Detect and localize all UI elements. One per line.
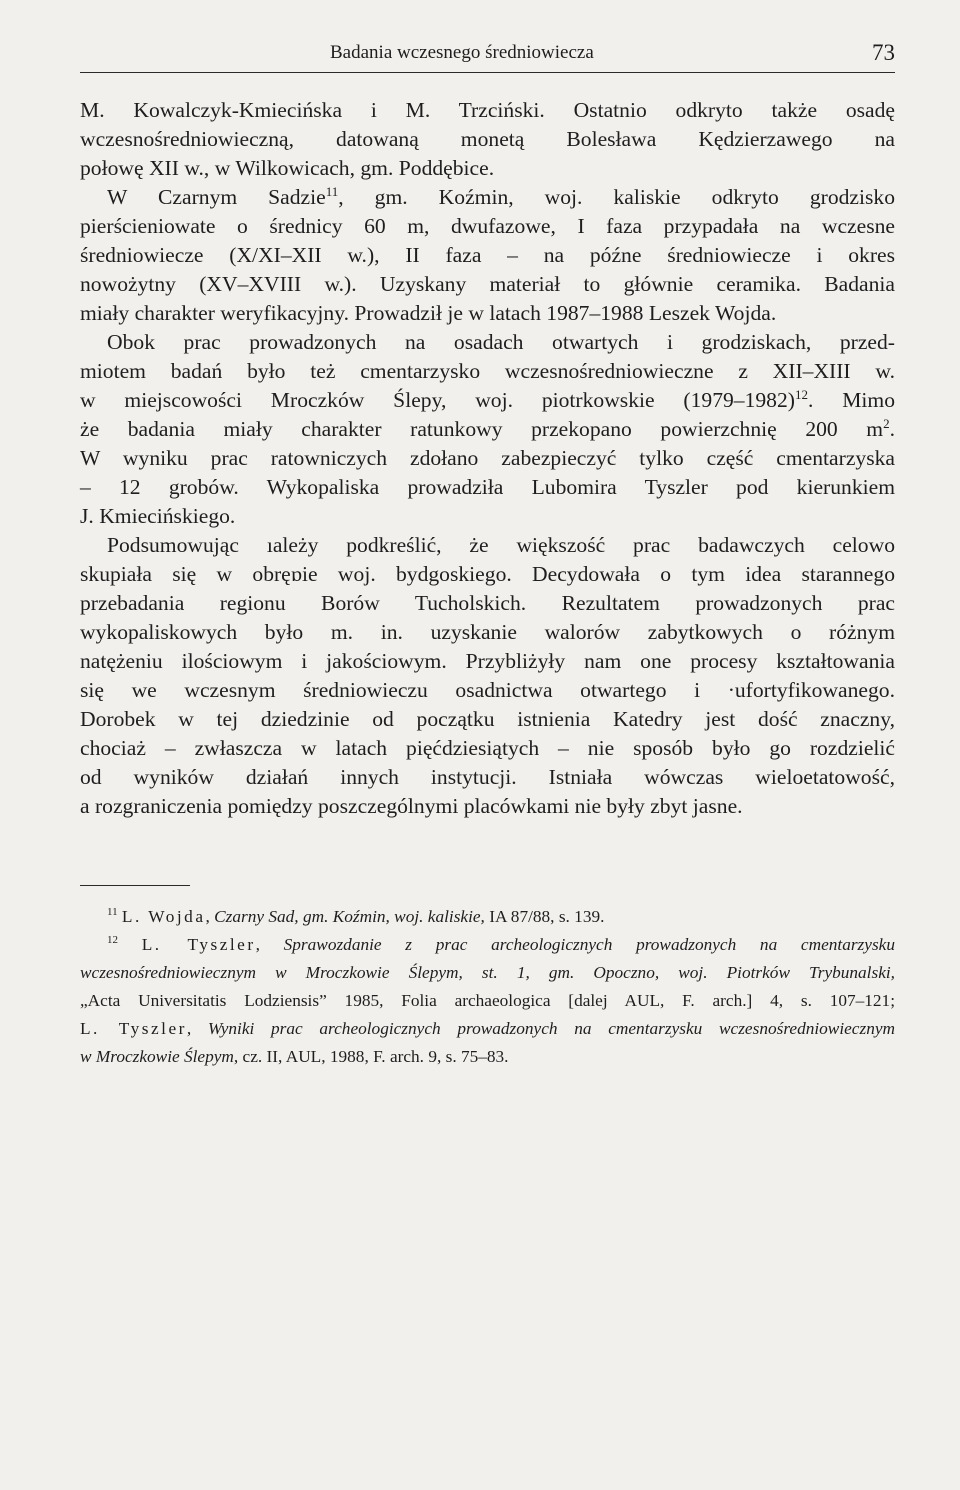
text-line: Dorobek w tej dziedzinie od początku istnienia Katedry jest dość znaczny,: [80, 707, 895, 731]
footnote-author: L. Wojda: [121, 907, 206, 926]
text-line: Obok prac prowadzonych na osadach otwartych i grodziskach, przed-: [107, 330, 895, 354]
text-segment: . Mimo: [807, 388, 895, 412]
footnote-ref-12: 12: [794, 386, 808, 402]
text-line: a rozgraniczenia pomiędzy poszczególnymi placówkami nie były zbyt jasne.: [80, 794, 743, 818]
footnote-author: L. Tyszler: [80, 1019, 187, 1038]
superscript: 2: [883, 415, 890, 431]
footnote-number: 11: [107, 906, 118, 919]
footnote-title: Czarny Sad, gm. Koźmin, woj. kaliskie,: [214, 907, 485, 926]
text-segment: ,: [205, 907, 215, 926]
text-line: miały charakter weryfikacyjny. Prowadził je w latach 1987–1988 Leszek Wojda.: [80, 301, 777, 325]
running-head: [80, 40, 895, 73]
footnote-line: „Acta Universitatis Lodziensis” 1985, Folia archaeologica [dalej AUL, F. arch.] 4, s. 107–121;: [80, 991, 895, 1010]
footnote-author: L. Tyszler: [141, 935, 256, 954]
text-line: połowę XII w., w Wilkowicach, gm. Poddębice.: [80, 156, 495, 180]
footnote-title: Wyniki prac archeologicznych prowadzonych na cmentarzysku wczesnośredniowiecznym: [207, 1019, 895, 1038]
footnote-ref-11: 11: [325, 183, 339, 199]
text-line: J. Kmiecińskiego.: [80, 504, 236, 528]
text-segment: .: [889, 417, 895, 441]
text-line: średniowiecze (X/XI–XII w.), II faza – na późne średniowiecze i okres: [80, 243, 895, 267]
text-segment: , gm. Koźmin, woj. kaliskie odkryto grodzisko: [338, 185, 895, 209]
text-segment: w miejscowości Mroczków Ślepy, woj. piotrkowskie (1979–1982): [80, 388, 795, 412]
text-line: W wyniku prac ratowniczych zdołano zabezpieczyć tylko część cmentarzyska: [80, 446, 895, 470]
footnote-title: Sprawozdanie z prac archeologicznych prowadzonych na cmentarzysku: [283, 935, 895, 954]
text-line: od wyników działań innych instytucji. Istniała wówczas wieloetatowość,: [80, 765, 895, 789]
footnote-title: w Mroczkowie Ślepym: [80, 1047, 234, 1066]
text-line: M. Kowalczyk-Kmiecińska i M. Trzciński. Ostatnio odkryto także osadę: [80, 98, 895, 122]
footnote-11: [80, 903, 895, 931]
text-segment: ,: [186, 1019, 208, 1038]
main-text: [80, 96, 895, 821]
text-line: – 12 grobów. Wykopaliska prowadziła Lubomira Tyszler pod kierunkiem: [80, 475, 895, 499]
footnote-line: [80, 1015, 895, 1043]
footnotes: [80, 903, 895, 1071]
text-line: przebadania regionu Borów Tucholskich. Rezultatem prowadzonych prac: [80, 591, 895, 615]
text-line: chociaż – zwłaszcza w latach pięćdziesiątych – nie sposób było go rozdzielić: [80, 736, 895, 760]
page-number: 73: [872, 40, 895, 65]
text-line: się we wczesnym średniowieczu osadnictwa otwartego i ·ufortyfikowanego.: [80, 678, 895, 702]
text-line: miotem badań było też cmentarzysko wczesnośredniowieczne z XII–XIII w.: [80, 359, 895, 383]
footnote-12: [80, 931, 895, 959]
text-segment: IA 87/88, s. 139.: [484, 907, 605, 926]
text-segment: W Czarnym Sadzie: [107, 185, 326, 209]
text-line: [80, 415, 895, 444]
running-head-title: Badania wczesnego średniowiecza: [330, 42, 594, 63]
text-line: nowożytny (XV–XVIII w.). Uzyskany materiał to głównie ceramika. Badania: [80, 272, 895, 296]
text-line: [80, 183, 895, 212]
text-segment: , cz. II, AUL, 1988, F. arch. 9, s. 75–83.: [233, 1047, 509, 1066]
text-line: [80, 386, 895, 415]
text-line: wykopaliskowych było m. in. uzyskanie walorów zabytkowych o różnym: [80, 620, 895, 644]
text-line: skupiała się w obręɒie woj. bydgoskiego. Decydowała o tym idea starannego: [80, 562, 895, 586]
footnote-line: wczesnośredniowiecznym w Mroczkowie Ślepym, st. 1, gm. Opoczno, woj. Piotrków Trybunalski,: [80, 963, 895, 982]
text-line: Podsumowując ıależy podkreślić, że większość prac badawczych celowo: [107, 533, 895, 557]
text-line: wczesnośredniowieczną, datowaną monetą Bolesława Kędzierzawego na: [80, 127, 895, 151]
footnote-line: [80, 1043, 895, 1071]
footnote-divider: [80, 885, 190, 886]
text-line: pierścieniowate o średnicy 60 m, dwufazowe, I faza przypadała na wczesne: [80, 214, 895, 238]
footnote-number: 12: [107, 934, 118, 947]
text-line: natężeniu ilościowym i jakościowym. Przybliżyły nam one procesy kształtowania: [80, 649, 895, 673]
text-segment: ,: [255, 935, 284, 954]
text-segment: że badania miały charakter ratunkowy przekopano powierzchnię 200 m: [80, 417, 884, 441]
